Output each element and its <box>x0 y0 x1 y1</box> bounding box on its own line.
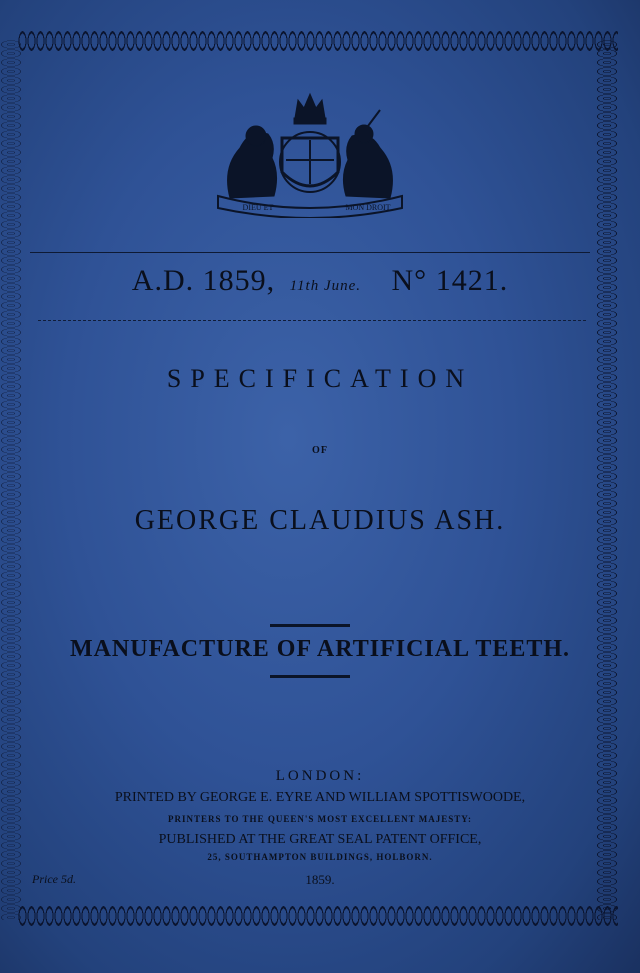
patent-number: 1421. <box>435 264 509 297</box>
number-prefix: N° <box>391 264 428 297</box>
imprint-printer: PRINTED BY GEORGE E. EYRE AND WILLIAM SPOTTISWOODE, <box>114 790 526 805</box>
border-right <box>596 40 618 920</box>
border-left <box>0 40 22 920</box>
specification-heading: SPECIFICATION <box>166 364 474 393</box>
of-label: OF <box>312 445 328 456</box>
imprint-address: 25, SOUTHAMPTON BUILDINGS, HOLBORN. <box>207 852 433 862</box>
date-label: 11th June. <box>289 278 362 294</box>
imprint-city: LONDON: <box>275 768 365 784</box>
date-line <box>0 264 640 298</box>
ornament-bar-top <box>270 624 350 627</box>
price-label: Price 5d. <box>32 872 76 886</box>
imprint-year: 1859. <box>305 872 335 887</box>
motto-left: DIEU ET <box>242 203 274 212</box>
imprint-printers-to: PRINTERS TO THE QUEEN'S MOST EXCELLENT MAJESTY: <box>168 814 472 824</box>
ornament-bar-bottom <box>270 675 350 678</box>
invention-title: MANUFACTURE OF ARTIFICIAL TEETH. <box>69 636 571 662</box>
royal-coat-of-arms-icon <box>210 88 410 218</box>
rule-above-date <box>30 252 590 253</box>
border-bottom <box>18 905 618 927</box>
motto-right: MON DROIT <box>345 203 391 212</box>
border-top <box>18 30 618 52</box>
imprint-published: PUBLISHED AT THE GREAT SEAL PATENT OFFICE, <box>158 832 482 847</box>
inventor-name: GEORGE CLAUDIUS ASH. <box>134 505 506 536</box>
year-label: A.D. 1859, <box>131 264 276 297</box>
rule-below-date <box>38 320 586 321</box>
